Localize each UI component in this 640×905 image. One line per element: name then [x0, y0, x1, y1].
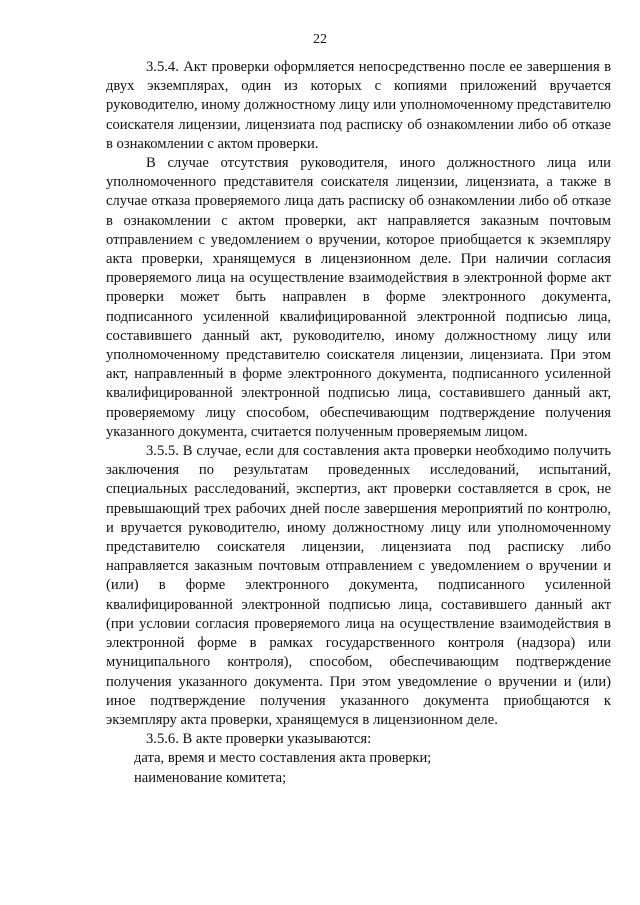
paragraph-3-5-6: 3.5.6. В акте проверки указываются: — [146, 731, 372, 748]
paragraph-3-5-4: 3.5.4. Акт проверки оформляется непосредственно после ее завершения в двух экземплярах, один из которых с копиями приложений вручается руководителю, иному должностному лицу или уполномоченному представителю соискателя лицензии, лицензиата под расписку об ознакомлении либо об отказе в ознакомлении с актом проверки. — [106, 59, 611, 152]
list-item: наименование комитета; — [134, 769, 287, 786]
paragraph-3-5-5: 3.5.5. В случае, если для составления акта проверки необходимо получить заключения по результатам проведенных исследований, испытаний, специальных расследований, экспертиз, акт проверки составляется в срок, не превышающий трех рабочих дней после завершения мероприятий по контролю, и вручается руководителю, иному должностному лицу или уполномоченному представителю соискателя лицензии, лицензиата под расписку либо направляется заказным почтовым отправлением с уведомлением о вручении и (или) в форме электронного документа, подписанного усиленной квалифицированной электронной подписью лица, составившего данный акт (при условии согласия проверяемого лица на осуществление взаимодействия в электронной форме в рамках государственного контроля (надзора) или муниципального контроля), способом, обеспечивающим подтверждение получения указанного документа. При этом уведомление о вручении и (или) иное подтверждение получения указанного документа приобщаются к экземпляру акта проверки, хранящемуся в лицензионном деле. — [106, 443, 611, 728]
paragraph-absence-case: В случае отсутствия руководителя, иного должностного лица или уполномоченного представителя соискателя лицензии, лицензиата, а также в случае отказа проверяемого лица дать расписку об ознакомлении либо об отказе в ознакомлении с актом проверки, акт направляется заказным почтовым отправлением с уведомлением о вручении, которое приобщается к экземпляру акта проверки, хранящемуся в лицензионном деле. При наличии согласия проверяемого лица на осуществление взаимодействия в электронной форме акт проверки может быть направлен в форме электронного документа, подписанного усиленной квалифицированной электронной подписью лица, составившего данный акт, руководителю, иному должностному лицу или уполномоченному представителю соискателя лицензии, лицензиата. При этом акт, направленный в форме электронного документа, подписанного усиленной квалифицированной электронной подписью лица, составившего данный акт, проверяемому лицу способом, обеспечивающим подтверждение получения указанного документа, считается полученным проверяемым лицом. — [106, 155, 611, 440]
list-item: дата, время и место составления акта проверки; — [134, 750, 432, 767]
page-number: 22 — [313, 32, 327, 47]
document-body — [106, 58, 611, 788]
